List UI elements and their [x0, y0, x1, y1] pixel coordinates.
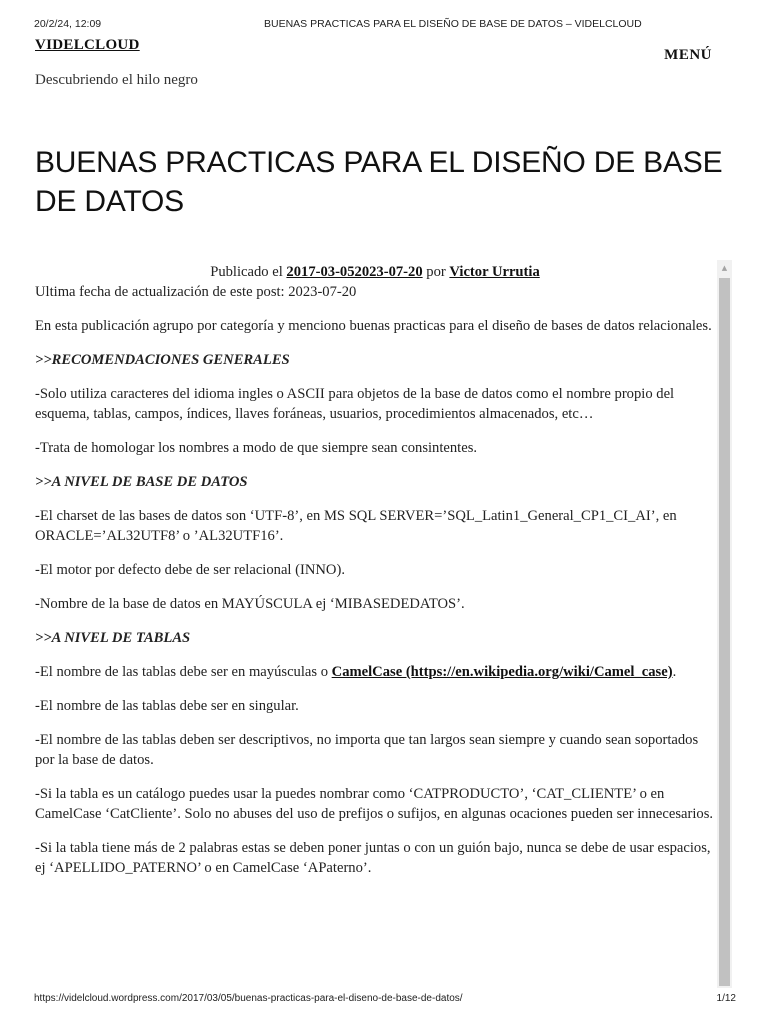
print-datetime: 20/2/24, 12:09 [34, 18, 102, 30]
paragraph-general-1: -Solo utiliza caracteres del idioma ingles o ASCII para objetos de la base de datos como el nombre propio del esquema, tablas, campos, índices, llaves foráneas, usuarios, procedimientos almacenados, etc… [35, 386, 675, 422]
author-link[interactable]: Victor Urrutia [449, 264, 540, 280]
published-date-link[interactable]: 2017-03-052023-07-20 [286, 264, 423, 280]
paragraph-tables-1 [35, 662, 715, 682]
tables-1-prefix: -El nombre de las tablas debe ser en mayúsculas o [35, 664, 332, 680]
scrollbar-thumb[interactable] [719, 278, 730, 986]
paragraph-database-2: -El motor por defecto debe de ser relacional (INNO). [35, 562, 345, 578]
paragraph-tables-4: -Si la tabla es un catálogo puedes usar la puedes nombrar como ‘CATPRODUCTO’, ‘CAT_CLIENTE’ o en CamelCase ‘CatCliente’. Solo no abuses del uso de prefijos o sufijos, en algunas ocaciones pueden ser innecesarios. [35, 786, 714, 822]
vertical-scrollbar[interactable] [717, 260, 732, 988]
heading-tables: >>A NIVEL DE TABLAS [35, 630, 191, 646]
post-content [35, 262, 715, 892]
heading-general: >>RECOMENDACIONES GENERALES [35, 352, 290, 368]
post-meta [35, 262, 715, 282]
by-word: por [422, 264, 450, 280]
paragraph-database-1: -El charset de las bases de datos son ‘UTF-8’, en MS SQL SERVER=’SQL_Latin1_General_CP1_CI_AI’, en ORACLE=’AL32UTF8’ o ’AL32UTF16’. [35, 508, 677, 544]
post-title: BUENAS PRACTICAS PARA EL DISEÑO DE BASE DE DATOS [35, 146, 723, 218]
tables-1-suffix: . [672, 664, 677, 680]
paragraph-database-3: -Nombre de la base de datos en MAYÚSCULA ej ‘MIBASEDEDATOS’. [35, 596, 465, 612]
paragraph-general-2: -Trata de homologar los nombres a modo de que siempre sean consintentes. [35, 440, 478, 456]
paragraph-tables-3: -El nombre de las tablas deben ser descriptivos, no importa que tan largos sean siempre y cuando sean soportados por la base de datos. [35, 732, 699, 768]
triangle-up-icon[interactable]: ▲ [721, 264, 728, 272]
paragraph-tables-2: -El nombre de las tablas debe ser en singular. [35, 698, 299, 714]
site-tagline: Descubriendo el hilo negro [35, 72, 198, 88]
print-url: https://videlcloud.wordpress.com/2017/03/05/buenas-practicas-para-el-diseno-de-base-de-datos/ [34, 993, 463, 1004]
page-number: 1/12 [716, 993, 736, 1004]
menu-button[interactable]: MENÚ [664, 47, 712, 63]
last-updated-text: Ultima fecha de actualización de este post: 2023-07-20 [35, 284, 357, 300]
published-prefix: Publicado el [210, 264, 287, 280]
intro-paragraph: En esta publicación agrupo por categoría y menciono buenas practicas para el diseño de bases de datos relacionales. [35, 318, 712, 334]
print-document-title: BUENAS PRACTICAS PARA EL DISEÑO DE BASE DE DATOS – VIDELCLOUD [264, 18, 642, 30]
site-title-link[interactable]: VIDELCLOUD [35, 37, 140, 53]
camelcase-link[interactable]: CamelCase (https://en.wikipedia.org/wiki/Camel_case) [331, 664, 673, 680]
paragraph-tables-5: -Si la tabla tiene más de 2 palabras estas se deben poner juntas o con un guión bajo, nunca se debe de usar espacios, ej ‘APELLIDO_PATERNO’ o en CamelCase ‘APaterno’. [35, 840, 711, 876]
heading-database: >>A NIVEL DE BASE DE DATOS [35, 474, 248, 490]
